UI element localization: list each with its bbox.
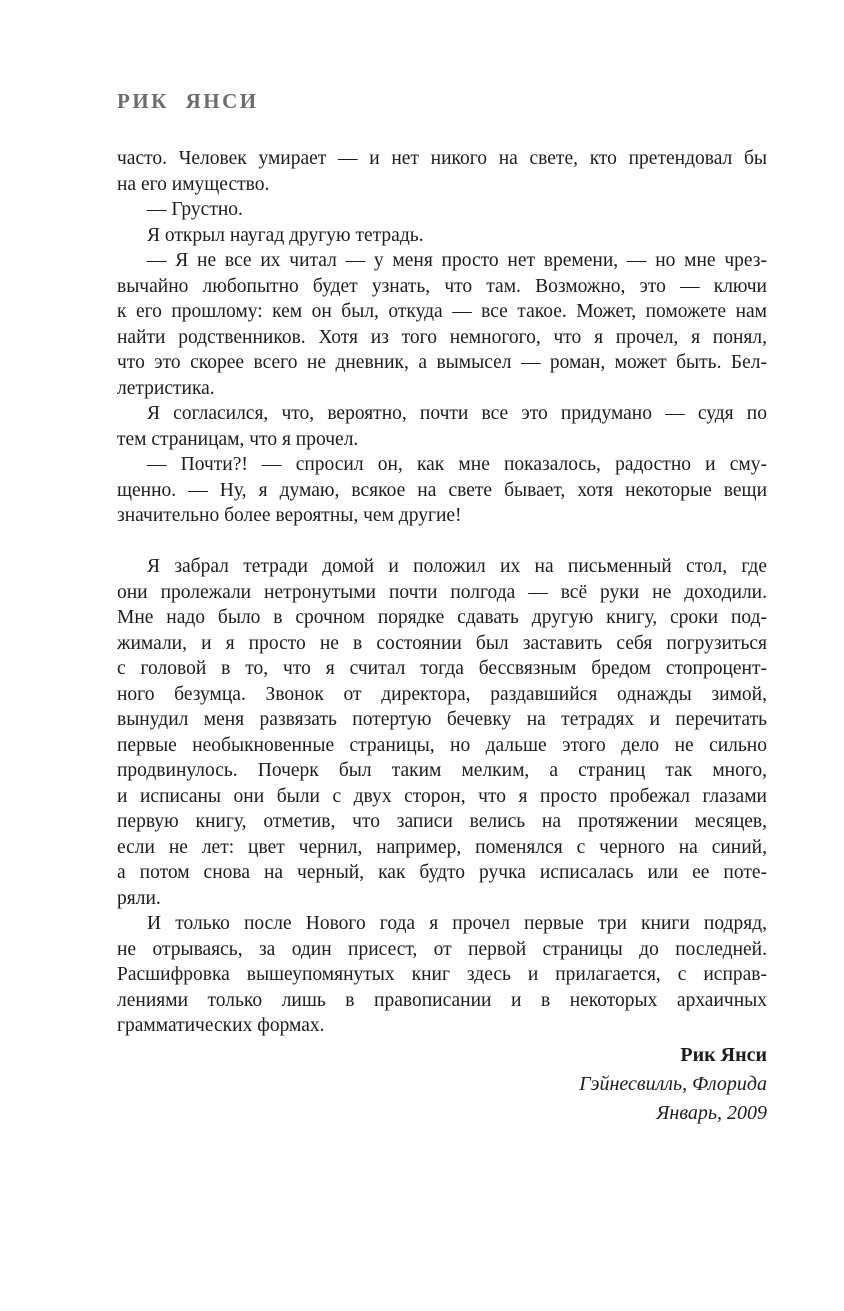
text-line: ряли. [117,887,161,909]
body-text [117,146,767,1039]
text-line: и исписаны они были с двух сторон, что я просто пробежал глазами [117,785,767,807]
text-line: — Грустно. [147,199,243,220]
text-line: жимали, и я просто не в состоянии был заставить себя погрузиться [117,632,767,654]
signature-block [117,1041,767,1128]
text-line: если не лет: цвет чернил, например, поменялся с черного на синий, [117,836,767,858]
text-line: не отрываясь, за один присест, от первой страницы до последней. [117,938,767,960]
text-line: вычайно любопытно будет узнать, что там. Возможно, это — ключи [117,275,767,297]
text-line: Я согласился, что, вероятно, почти все это придумано — судя по [147,403,767,424]
text-line: а потом снова на черный, как будто ручка исписалась или ее поте- [117,862,767,883]
text-line: часто. Человек умирает — и нет никого на свете, кто претендовал бы [117,148,767,169]
text-line: с головой в то, что я считал тогда бессвязным бредом стопроцент- [117,658,767,679]
text-line: они пролежали нетронутыми почти полгода — всё руки не доходили. [117,581,767,603]
text-line: Я забрал тетради домой и положил их на письменный стол, где [147,556,767,577]
text-line: — Я не все их читал — у меня просто нет времени, — но мне чрез- [147,250,767,271]
text-line: вынудил меня развязать потертую бечевку на тетрадях и перечитать [117,709,767,730]
text-line: И только после Нового года я прочел первые три книги подряд, [147,913,767,934]
text-line: найти родственников. Хотя из того немногого, что я прочел, я понял, [117,326,767,348]
text-line: Я открыл наугад другую тетрадь. [147,224,424,246]
text-line: тем страницам, что я прочел. [117,428,359,450]
text-line: лениями только лишь в правописании и в некоторых архаичных [117,989,767,1011]
text-line: продвинулось. Почерк был таким мелким, а страниц так много, [117,760,767,781]
text-line: первую книгу, отметив, что записи велись на протяжении месяцев, [117,811,767,832]
text-line: на его имущество. [117,173,270,195]
text-line: к его прошлому: кем он был, откуда — все такое. Может, поможете нам [117,301,767,322]
text-line: Расшифровка вышеупомянутых книг здесь и прилагается, с исправ- [117,964,767,985]
text-line: грамматических формах. [117,1015,325,1036]
signature-date: Январь, 2009 [656,1101,767,1124]
signature-place: Гэйнесвилль, Флорида [579,1072,767,1095]
text-line: — Почти?! — спросил он, как мне показалось, радостно и сму- [147,454,767,475]
page-content [117,0,767,1128]
running-header: РИК ЯНСИ [117,89,259,113]
text-line: первые необыкновенные страницы, но дальше этого дело не сильно [117,734,767,756]
text-line: ного безумца. Звонок от директора, раздавшийся однажды зимой, [117,683,767,705]
text-line: летристика. [117,377,215,399]
text-line: щенно. — Ну, я думаю, всякое на свете бывает, хотя некоторые вещи [117,479,767,501]
text-line: Мне надо было в срочном порядке сдавать другую книгу, сроки под- [117,607,767,628]
text-line: значительно более вероятны, чем другие! [117,505,462,526]
signature-author: Рик Янси [680,1043,767,1066]
paragraph-spacer [117,529,767,555]
text-line: что это скорее всего не дневник, а вымысел — роман, может быть. Бел- [117,352,767,373]
